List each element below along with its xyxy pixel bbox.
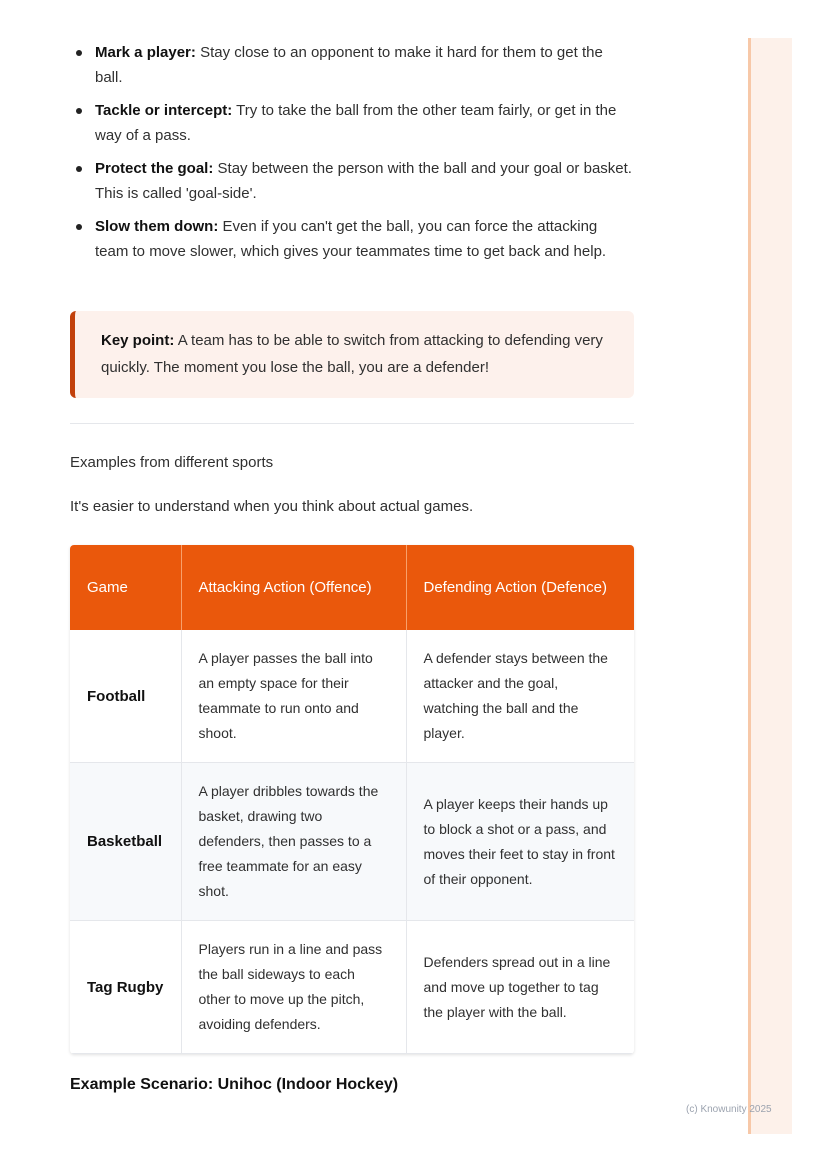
table-row — [70, 763, 634, 921]
list-item — [70, 40, 634, 90]
cell-attack: A player dribbles towards the basket, drawing two defenders, then passes to a free teammate for an easy shot. — [181, 763, 406, 921]
section-heading: Examples from different sports — [70, 454, 274, 471]
scenario-heading: Example Scenario: Unihoc (Indoor Hockey) — [70, 1076, 399, 1093]
header-attacking: Attacking Action (Offence) — [181, 545, 406, 630]
cell-game: Tag Rugby — [70, 921, 181, 1054]
bullet-icon — [76, 166, 82, 172]
section-divider — [70, 423, 634, 424]
bullet-icon — [76, 50, 82, 56]
list-item-term: Mark a player: — [95, 44, 196, 61]
side-margin-band — [748, 38, 792, 1134]
cell-attack: A player passes the ball into an empty space for their teammate to run onto and shoot. — [181, 630, 406, 763]
list-item-term: Slow them down: — [95, 218, 219, 235]
cell-defence: A defender stays between the attacker and the goal, watching the ball and the player. — [406, 630, 634, 763]
cell-attack: Players run in a line and pass the ball sideways to each other to move up the pitch, avoiding defenders. — [181, 921, 406, 1054]
list-item-text: Stay between the person with the ball and your goal or basket. This is called 'goal-side'. — [95, 160, 632, 202]
header-defending: Defending Action (Defence) — [406, 545, 634, 630]
list-item-text: Try to take the ball from the other team fairly, or get in the way of a pass. — [95, 102, 617, 144]
bullet-icon — [76, 108, 82, 114]
list-item-text: Even if you can't get the ball, you can force the attacking team to move slower, which gives your teammates time to get back and help. — [95, 218, 607, 260]
section-intro: It's easier to understand when you think about actual games. — [70, 498, 474, 515]
cell-game: Football — [70, 630, 181, 763]
table-header-row — [70, 545, 634, 630]
cell-game: Basketball — [70, 763, 181, 921]
list-item-text: Stay close to an opponent to make it hard for them to get the ball. — [95, 44, 603, 86]
side-margin-line — [748, 38, 751, 1134]
sports-examples-table — [70, 545, 634, 1054]
defending-actions-list — [70, 40, 634, 272]
callout-label: Key point: — [101, 332, 175, 349]
header-game: Game — [70, 545, 181, 630]
list-item — [70, 156, 634, 206]
cell-defence: A player keeps their hands up to block a shot or a pass, and moves their feet to stay in front of their opponent. — [406, 763, 634, 921]
copyright-notice: (c) Knowunity 2025 — [686, 1104, 772, 1115]
list-item-term: Protect the goal: — [95, 160, 214, 177]
list-item — [70, 214, 634, 264]
list-item — [70, 98, 634, 148]
table-row — [70, 630, 634, 763]
callout-text: A team has to be able to switch from attacking to defending very quickly. The moment you lose the ball, you are a defender! — [101, 332, 603, 376]
bullet-icon — [76, 224, 82, 230]
key-point-callout — [70, 311, 634, 398]
cell-defence: Defenders spread out in a line and move up together to tag the player with the ball. — [406, 921, 634, 1054]
table-row — [70, 921, 634, 1054]
list-item-term: Tackle or intercept: — [95, 102, 233, 119]
